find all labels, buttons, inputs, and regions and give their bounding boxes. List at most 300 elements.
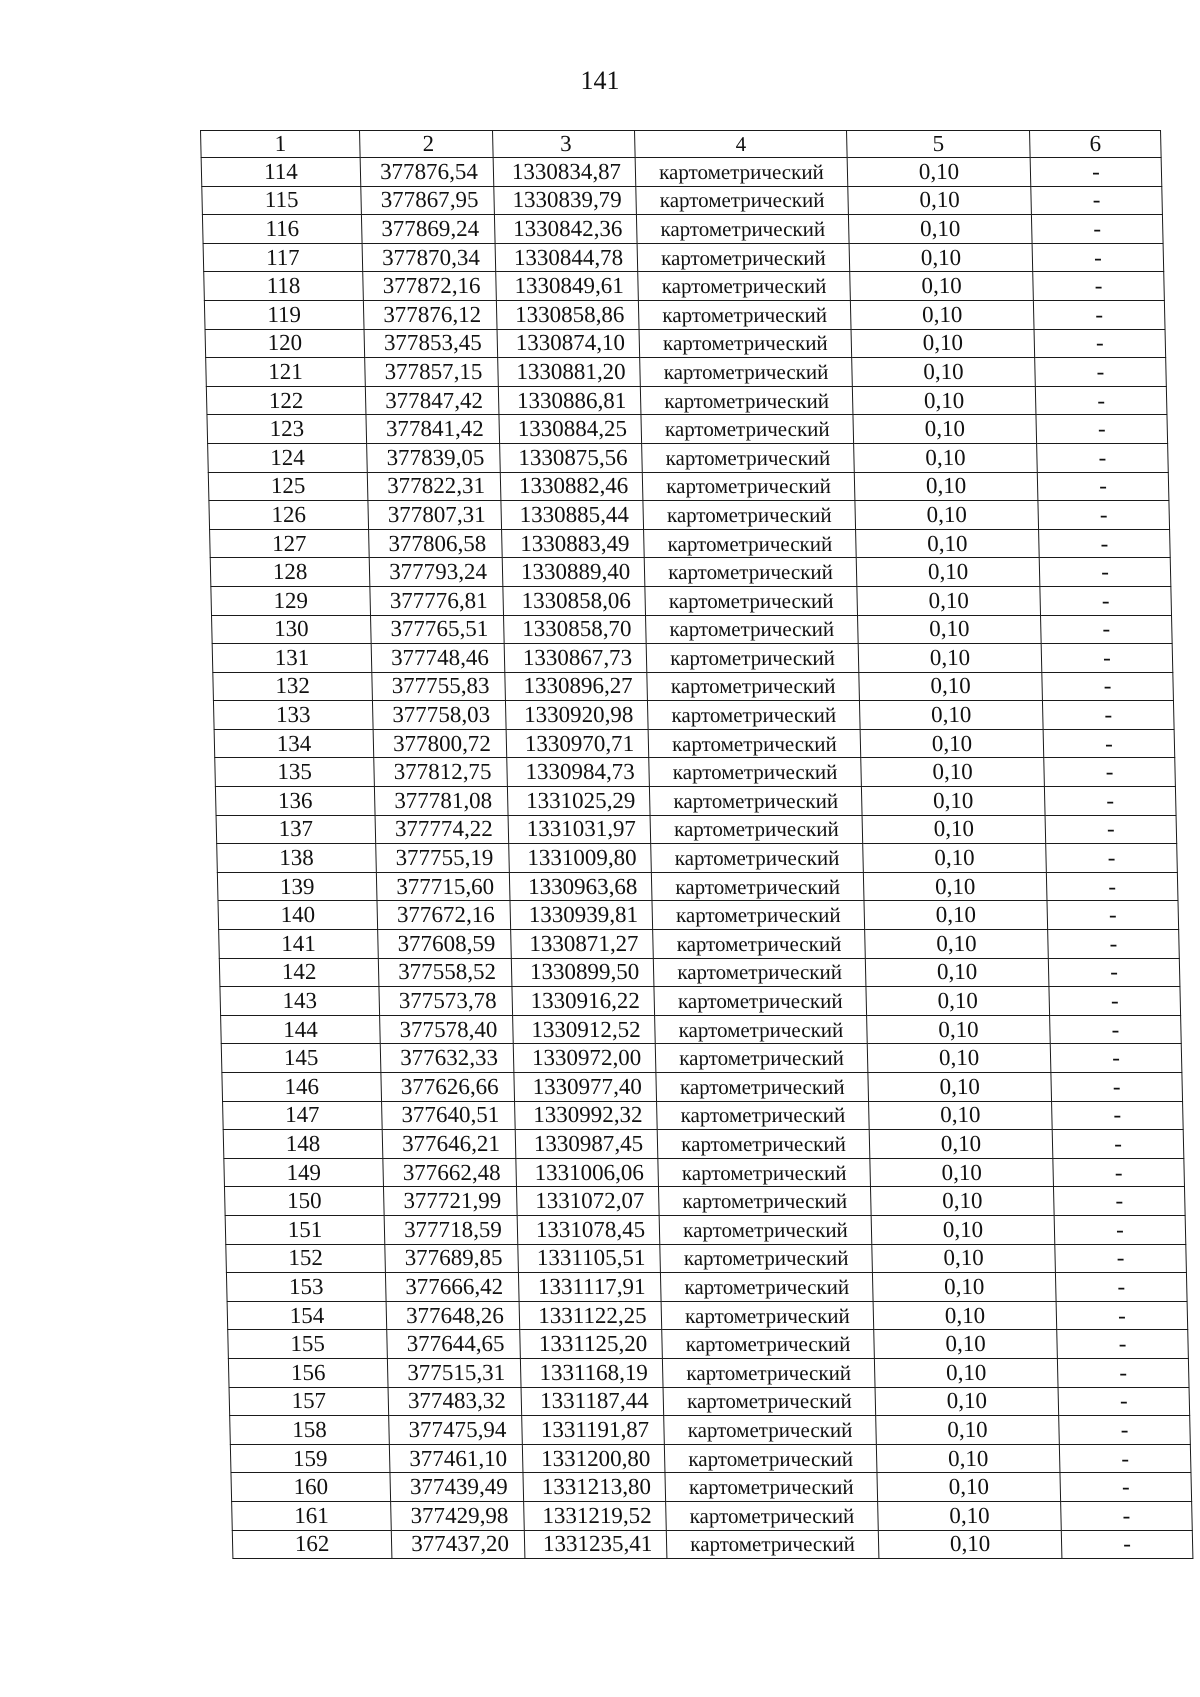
x-coordinate-cell: 377515,31 [387, 1358, 521, 1387]
y-coordinate-cell: 1331219,52 [524, 1501, 667, 1530]
y-coordinate-cell: 1330885,44 [501, 501, 644, 530]
note-cell: - [1056, 1301, 1188, 1330]
point-number-cell: 142 [219, 958, 379, 987]
x-coordinate-cell: 377867,95 [361, 186, 495, 215]
y-coordinate-cell: 1330874,10 [497, 329, 640, 358]
accuracy-cell: 0,10 [865, 930, 1049, 959]
accuracy-cell: 0,10 [854, 472, 1038, 501]
x-coordinate-cell: 377715,60 [376, 872, 510, 901]
accuracy-cell: 0,10 [876, 1444, 1060, 1473]
header-cell-4: 4 [635, 131, 848, 158]
note-cell: - [1040, 586, 1172, 615]
method-cell: картометрический [640, 358, 853, 387]
y-coordinate-cell: 1330858,86 [496, 300, 639, 329]
y-coordinate-cell: 1330970,71 [506, 729, 649, 758]
point-number-cell: 136 [215, 787, 375, 816]
accuracy-cell: 0,10 [878, 1530, 1062, 1559]
x-coordinate-cell: 377573,78 [379, 987, 513, 1016]
accuracy-cell: 0,10 [855, 501, 1039, 530]
note-cell: - [1055, 1273, 1187, 1302]
note-cell: - [1052, 1130, 1184, 1159]
point-number-cell: 153 [226, 1273, 386, 1302]
note-cell: - [1038, 501, 1170, 530]
accuracy-cell: 0,10 [861, 787, 1045, 816]
note-cell: - [1039, 558, 1171, 587]
table-row [210, 558, 1171, 587]
x-coordinate-cell: 377755,83 [372, 672, 506, 701]
method-cell: картометрический [636, 215, 849, 244]
accuracy-cell: 0,10 [870, 1158, 1054, 1187]
table-row [227, 1301, 1188, 1330]
table-row [215, 758, 1176, 787]
note-cell: - [1059, 1416, 1191, 1445]
table-row [229, 1387, 1190, 1416]
point-number-cell: 162 [232, 1530, 392, 1559]
method-cell: картометрический [648, 729, 861, 758]
accuracy-cell: 0,10 [878, 1501, 1062, 1530]
table-row [215, 787, 1176, 816]
note-cell: - [1041, 615, 1173, 644]
y-coordinate-cell: 1330858,70 [504, 615, 647, 644]
note-cell: - [1049, 987, 1181, 1016]
accuracy-cell: 0,10 [871, 1215, 1055, 1244]
note-cell: - [1055, 1244, 1187, 1273]
table-row [226, 1244, 1187, 1273]
point-number-cell: 143 [220, 987, 380, 1016]
method-cell: картометрический [652, 901, 865, 930]
accuracy-cell: 0,10 [864, 901, 1048, 930]
note-cell: - [1041, 644, 1173, 673]
table-row [226, 1273, 1187, 1302]
x-coordinate-cell: 377869,24 [361, 215, 495, 244]
table-row [223, 1101, 1184, 1130]
table-row [224, 1158, 1185, 1187]
table-header-row [201, 131, 1162, 158]
x-coordinate-cell: 377632,33 [380, 1044, 514, 1073]
point-number-cell: 123 [207, 415, 367, 444]
method-cell: картометрический [657, 1130, 870, 1159]
accuracy-cell: 0,10 [865, 958, 1049, 987]
table-row [230, 1416, 1191, 1445]
table-row [213, 701, 1174, 730]
accuracy-cell: 0,10 [877, 1473, 1061, 1502]
point-number-cell: 151 [225, 1215, 385, 1244]
y-coordinate-cell: 1330834,87 [493, 158, 636, 187]
note-cell: - [1046, 844, 1178, 873]
x-coordinate-cell: 377774,22 [375, 815, 509, 844]
point-number-cell: 158 [230, 1416, 390, 1445]
method-cell: картометрический [660, 1244, 873, 1273]
accuracy-cell: 0,10 [869, 1130, 1053, 1159]
note-cell: - [1043, 729, 1175, 758]
table-row [232, 1530, 1193, 1559]
accuracy-cell: 0,10 [874, 1330, 1058, 1359]
method-cell: картометрический [655, 1044, 868, 1073]
note-cell: - [1037, 443, 1169, 472]
method-cell: картометрический [654, 987, 867, 1016]
x-coordinate-cell: 377870,34 [362, 243, 496, 272]
table-row [207, 415, 1168, 444]
y-coordinate-cell: 1330884,25 [499, 415, 642, 444]
table-row [206, 386, 1167, 415]
y-coordinate-cell: 1331025,29 [507, 787, 650, 816]
point-number-cell: 132 [213, 672, 373, 701]
table-row [219, 958, 1180, 987]
method-cell: картометрический [646, 644, 859, 673]
table-row [212, 615, 1173, 644]
y-coordinate-cell: 1331031,97 [508, 815, 651, 844]
table-row [221, 1044, 1182, 1073]
method-cell: картометрический [665, 1473, 878, 1502]
y-coordinate-cell: 1330896,27 [505, 672, 648, 701]
x-coordinate-cell: 377876,54 [360, 158, 494, 187]
table-row [208, 472, 1169, 501]
x-coordinate-cell: 377776,81 [370, 586, 504, 615]
x-coordinate-cell: 377807,31 [368, 501, 502, 530]
method-cell: картометрический [638, 272, 851, 301]
y-coordinate-cell: 1330977,40 [514, 1073, 657, 1102]
x-coordinate-cell: 377646,21 [382, 1130, 516, 1159]
y-coordinate-cell: 1330889,40 [502, 558, 645, 587]
x-coordinate-cell: 377822,31 [367, 472, 501, 501]
note-cell: - [1051, 1073, 1183, 1102]
header-cell-3: 3 [493, 131, 636, 158]
method-cell: картометрический [636, 186, 849, 215]
point-number-cell: 149 [224, 1158, 384, 1187]
x-coordinate-cell: 377662,48 [383, 1158, 517, 1187]
x-coordinate-cell: 377765,51 [371, 615, 505, 644]
accuracy-cell: 0,10 [869, 1101, 1053, 1130]
y-coordinate-cell: 1330972,00 [513, 1044, 656, 1073]
note-cell: - [1047, 901, 1179, 930]
y-coordinate-cell: 1330987,45 [515, 1130, 658, 1159]
note-cell: - [1061, 1501, 1193, 1530]
point-number-cell: 139 [217, 872, 377, 901]
method-cell: картометрический [637, 243, 850, 272]
x-coordinate-cell: 377608,59 [378, 930, 512, 959]
y-coordinate-cell: 1330916,22 [512, 987, 655, 1016]
point-number-cell: 120 [205, 329, 365, 358]
method-cell: картометрический [658, 1187, 871, 1216]
method-cell: картометрический [658, 1158, 871, 1187]
y-coordinate-cell: 1330839,79 [494, 186, 637, 215]
point-number-cell: 130 [212, 615, 372, 644]
y-coordinate-cell: 1331187,44 [521, 1387, 664, 1416]
x-coordinate-cell: 377689,85 [385, 1244, 519, 1273]
point-number-cell: 134 [214, 729, 374, 758]
y-coordinate-cell: 1330920,98 [505, 701, 648, 730]
y-coordinate-cell: 1331191,87 [522, 1416, 665, 1445]
method-cell: картометрический [659, 1215, 872, 1244]
point-number-cell: 154 [227, 1301, 387, 1330]
note-cell: - [1048, 930, 1180, 959]
accuracy-cell: 0,10 [870, 1187, 1054, 1216]
accuracy-cell: 0,10 [857, 586, 1041, 615]
method-cell: картометрический [660, 1273, 873, 1302]
note-cell: - [1036, 415, 1168, 444]
accuracy-cell: 0,10 [849, 243, 1033, 272]
note-cell: - [1039, 529, 1171, 558]
method-cell: картометрический [662, 1330, 875, 1359]
accuracy-cell: 0,10 [872, 1273, 1056, 1302]
table-row [232, 1501, 1193, 1530]
x-coordinate-cell: 377640,51 [382, 1101, 516, 1130]
note-cell: - [1035, 386, 1167, 415]
point-number-cell: 161 [232, 1501, 392, 1530]
note-cell: - [1061, 1530, 1193, 1559]
method-cell: картометрический [662, 1358, 875, 1387]
note-cell: - [1046, 872, 1178, 901]
method-cell: картометрический [653, 958, 866, 987]
y-coordinate-cell: 1331078,45 [517, 1215, 660, 1244]
method-cell: картометрический [657, 1101, 870, 1130]
x-coordinate-cell: 377755,19 [376, 844, 510, 873]
x-coordinate-cell: 377429,98 [391, 1501, 525, 1530]
accuracy-cell: 0,10 [850, 272, 1034, 301]
y-coordinate-cell: 1330842,36 [494, 215, 637, 244]
method-cell: картометрический [646, 615, 859, 644]
method-cell: картометрический [656, 1073, 869, 1102]
note-cell: - [1044, 787, 1176, 816]
x-coordinate-cell: 377483,32 [388, 1387, 522, 1416]
note-cell: - [1035, 358, 1167, 387]
y-coordinate-cell: 1330858,06 [503, 586, 646, 615]
y-coordinate-cell: 1330992,32 [515, 1101, 658, 1130]
method-cell: картометрический [655, 1015, 868, 1044]
note-cell: - [1050, 1015, 1182, 1044]
x-coordinate-cell: 377876,12 [363, 300, 497, 329]
note-cell: - [1048, 958, 1180, 987]
table-row [222, 1073, 1183, 1102]
note-cell: - [1037, 472, 1169, 501]
point-number-cell: 131 [212, 644, 372, 673]
point-number-cell: 135 [215, 758, 375, 787]
point-number-cell: 125 [208, 472, 368, 501]
x-coordinate-cell: 377847,42 [365, 386, 499, 415]
header-cell-2: 2 [360, 131, 494, 158]
accuracy-cell: 0,10 [876, 1416, 1060, 1445]
y-coordinate-cell: 1330963,68 [509, 872, 652, 901]
point-number-cell: 121 [206, 358, 366, 387]
table-row [231, 1473, 1192, 1502]
table-row [211, 586, 1172, 615]
point-number-cell: 133 [213, 701, 373, 730]
point-number-cell: 141 [219, 930, 379, 959]
point-number-cell: 156 [228, 1358, 388, 1387]
note-cell: - [1053, 1187, 1185, 1216]
method-cell: картометрический [644, 558, 857, 587]
note-cell: - [1030, 158, 1162, 187]
method-cell: картометрический [639, 329, 852, 358]
method-cell: картометрический [661, 1301, 874, 1330]
x-coordinate-cell: 377781,08 [374, 787, 508, 816]
x-coordinate-cell: 377800,72 [373, 729, 507, 758]
point-number-cell: 129 [211, 586, 371, 615]
note-cell: - [1033, 272, 1165, 301]
table-row [217, 844, 1178, 873]
point-number-cell: 118 [204, 272, 364, 301]
point-number-cell: 148 [223, 1130, 383, 1159]
accuracy-cell: 0,10 [873, 1301, 1057, 1330]
table-row [210, 529, 1171, 558]
point-number-cell: 138 [217, 844, 377, 873]
method-cell: картометрический [650, 815, 863, 844]
table-row [217, 872, 1178, 901]
table-row [216, 815, 1177, 844]
table-row [223, 1130, 1184, 1159]
x-coordinate-cell: 377666,42 [385, 1273, 519, 1302]
note-cell: - [1033, 300, 1165, 329]
method-cell: картометрический [644, 529, 857, 558]
table-row [224, 1187, 1185, 1216]
accuracy-cell: 0,10 [858, 644, 1042, 673]
note-cell: - [1050, 1044, 1182, 1073]
point-number-cell: 114 [201, 158, 361, 187]
note-cell: - [1045, 815, 1177, 844]
table-row [218, 901, 1179, 930]
page-number: 141 [580, 66, 620, 95]
table-row [203, 243, 1164, 272]
method-cell: картометрический [663, 1387, 876, 1416]
method-cell: картометрический [638, 300, 851, 329]
point-number-cell: 117 [203, 243, 363, 272]
y-coordinate-cell: 1330984,73 [507, 758, 650, 787]
x-coordinate-cell: 377439,49 [390, 1473, 524, 1502]
point-number-cell: 128 [210, 558, 370, 587]
table-row [204, 300, 1165, 329]
y-coordinate-cell: 1331200,80 [522, 1444, 665, 1473]
method-cell: картометрический [641, 415, 854, 444]
y-coordinate-cell: 1331213,80 [523, 1473, 666, 1502]
x-coordinate-cell: 377644,65 [387, 1330, 521, 1359]
method-cell: картометрический [647, 701, 860, 730]
point-number-cell: 122 [206, 386, 366, 415]
point-number-cell: 145 [221, 1044, 381, 1073]
accuracy-cell: 0,10 [875, 1387, 1059, 1416]
x-coordinate-cell: 377839,05 [367, 443, 501, 472]
header-cell-5: 5 [847, 131, 1031, 158]
point-number-cell: 140 [218, 901, 378, 930]
header-cell-1: 1 [201, 131, 361, 158]
table-row [219, 930, 1180, 959]
method-cell: картометрический [642, 472, 855, 501]
table-row [202, 215, 1163, 244]
method-cell: картометрический [640, 386, 853, 415]
x-coordinate-cell: 377857,15 [365, 358, 499, 387]
note-cell: - [1042, 672, 1174, 701]
x-coordinate-cell: 377672,16 [377, 901, 511, 930]
y-coordinate-cell: 1330882,46 [500, 472, 643, 501]
x-coordinate-cell: 377812,75 [374, 758, 508, 787]
table-row [220, 987, 1181, 1016]
table-row [204, 272, 1165, 301]
accuracy-cell: 0,10 [861, 758, 1045, 787]
x-coordinate-cell: 377758,03 [372, 701, 506, 730]
table-row [212, 644, 1173, 673]
y-coordinate-cell: 1330875,56 [500, 443, 643, 472]
point-number-cell: 126 [209, 501, 369, 530]
table-row [230, 1444, 1191, 1473]
x-coordinate-cell: 377748,46 [371, 644, 505, 673]
accuracy-cell: 0,10 [859, 672, 1043, 701]
point-number-cell: 146 [222, 1073, 382, 1102]
method-cell: картометрический [666, 1530, 879, 1559]
method-cell: картометрический [651, 872, 864, 901]
accuracy-cell: 0,10 [867, 1015, 1051, 1044]
method-cell: картометрический [651, 844, 864, 873]
table-row [213, 672, 1174, 701]
y-coordinate-cell: 1330844,78 [495, 243, 638, 272]
table-row [202, 186, 1163, 215]
note-cell: - [1057, 1330, 1189, 1359]
table-row [228, 1358, 1189, 1387]
method-cell: картометрический [649, 787, 862, 816]
accuracy-cell: 0,10 [860, 729, 1044, 758]
note-cell: - [1034, 329, 1166, 358]
table-row [205, 329, 1166, 358]
note-cell: - [1031, 186, 1163, 215]
y-coordinate-cell: 1330912,52 [513, 1015, 656, 1044]
x-coordinate-cell: 377558,52 [378, 958, 512, 987]
y-coordinate-cell: 1331009,80 [509, 844, 652, 873]
table-body [201, 131, 1193, 1559]
table-row [206, 358, 1167, 387]
accuracy-cell: 0,10 [847, 158, 1031, 187]
x-coordinate-cell: 377648,26 [386, 1301, 520, 1330]
point-number-cell: 119 [204, 300, 364, 329]
note-cell: - [1052, 1101, 1184, 1130]
accuracy-cell: 0,10 [856, 558, 1040, 587]
y-coordinate-cell: 1331105,51 [518, 1244, 661, 1273]
y-coordinate-cell: 1330867,73 [504, 644, 647, 673]
x-coordinate-cell: 377437,20 [391, 1530, 525, 1559]
accuracy-cell: 0,10 [856, 529, 1040, 558]
y-coordinate-cell: 1330849,61 [496, 272, 639, 301]
accuracy-cell: 0,10 [868, 1073, 1052, 1102]
accuracy-cell: 0,10 [862, 815, 1046, 844]
point-number-cell: 116 [202, 215, 362, 244]
point-number-cell: 144 [221, 1015, 381, 1044]
accuracy-cell: 0,10 [848, 215, 1032, 244]
method-cell: картометрический [643, 501, 856, 530]
point-number-cell: 152 [226, 1244, 386, 1273]
note-cell: - [1057, 1358, 1189, 1387]
note-cell: - [1059, 1444, 1191, 1473]
x-coordinate-cell: 377461,10 [389, 1444, 523, 1473]
table-row [214, 729, 1175, 758]
header-cell-6: 6 [1030, 131, 1162, 158]
point-number-cell: 157 [229, 1387, 389, 1416]
method-cell: картометрический [664, 1444, 877, 1473]
note-cell: - [1042, 701, 1174, 730]
table-row [201, 158, 1162, 187]
x-coordinate-cell: 377578,40 [380, 1015, 514, 1044]
accuracy-cell: 0,10 [863, 872, 1047, 901]
note-cell: - [1032, 243, 1164, 272]
y-coordinate-cell: 1330939,81 [510, 901, 653, 930]
accuracy-cell: 0,10 [866, 987, 1050, 1016]
x-coordinate-cell: 377718,59 [384, 1215, 518, 1244]
y-coordinate-cell: 1331235,41 [524, 1530, 667, 1559]
point-number-cell: 150 [224, 1187, 384, 1216]
table-row [209, 501, 1170, 530]
accuracy-cell: 0,10 [859, 701, 1043, 730]
note-cell: - [1053, 1158, 1185, 1187]
y-coordinate-cell: 1330871,27 [511, 930, 654, 959]
accuracy-cell: 0,10 [858, 615, 1042, 644]
note-cell: - [1054, 1215, 1186, 1244]
point-number-cell: 155 [228, 1330, 388, 1359]
